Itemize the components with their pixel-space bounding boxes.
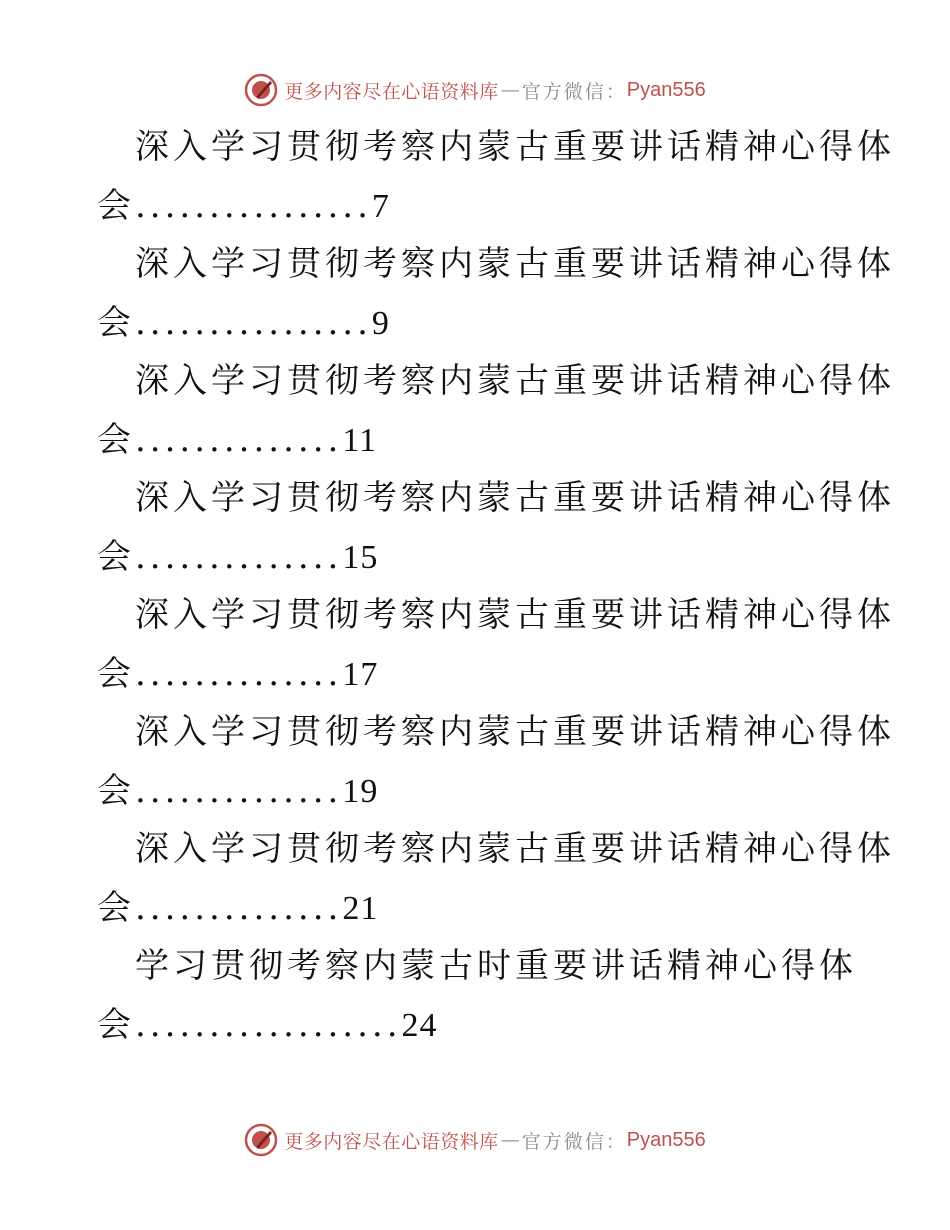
toc-entry-title-end: 会 bbox=[97, 419, 135, 460]
toc-entry[interactable] bbox=[0, 352, 950, 469]
toc-entry-continuation bbox=[0, 528, 950, 587]
toc-entry-title: 深入学习贯彻考察内蒙古重要讲话精神心得体 bbox=[135, 478, 895, 518]
toc-entry-continuation bbox=[0, 762, 950, 821]
toc-entry-title-end: 会 bbox=[97, 653, 135, 694]
toc-entry-title: 深入学习贯彻考察内蒙古重要讲话精神心得体 bbox=[135, 244, 895, 284]
toc-entry-continuation bbox=[0, 177, 950, 236]
toc-entry[interactable] bbox=[0, 586, 950, 703]
toc-entry-title-end: 会 bbox=[97, 302, 135, 343]
toc-entry[interactable] bbox=[0, 937, 950, 1054]
toc-entry-title-end: 会 bbox=[97, 185, 135, 226]
toc-entry[interactable] bbox=[0, 703, 950, 820]
footer-banner bbox=[0, 1120, 950, 1160]
toc-entry-continuation bbox=[0, 294, 950, 353]
toc-entry-title-end: 会 bbox=[97, 1004, 135, 1045]
toc-page-number: 9 bbox=[371, 304, 390, 342]
toc-entry-title: 深入学习贯彻考察内蒙古重要讲话精神心得体 bbox=[135, 595, 895, 635]
toc-leader-dots: ................ bbox=[135, 302, 372, 343]
toc-entry-title-end: 会 bbox=[97, 887, 135, 928]
toc-entry[interactable] bbox=[0, 235, 950, 352]
toc-entry-title: 深入学习贯彻考察内蒙古重要讲话精神心得体 bbox=[135, 127, 895, 167]
toc-entry[interactable] bbox=[0, 820, 950, 937]
banner-dash: — bbox=[500, 1129, 520, 1151]
toc-entry-title: 深入学习贯彻考察内蒙古重要讲话精神心得体 bbox=[135, 712, 895, 752]
table-of-contents bbox=[0, 118, 950, 1054]
toc-page-number: 21 bbox=[342, 889, 379, 927]
toc-leader-dots: .............. bbox=[135, 536, 343, 577]
toc-leader-dots: ................ bbox=[135, 185, 372, 226]
toc-entry-continuation bbox=[0, 996, 950, 1055]
toc-entry[interactable] bbox=[0, 118, 950, 235]
toc-entry-title-end: 会 bbox=[97, 770, 135, 811]
toc-leader-dots: .................. bbox=[135, 1004, 402, 1045]
pen-nib-logo-icon bbox=[244, 1123, 278, 1157]
toc-entry-title-end: 会 bbox=[97, 536, 135, 577]
toc-entry-continuation bbox=[0, 645, 950, 704]
toc-entry[interactable] bbox=[0, 469, 950, 586]
toc-page-number: 15 bbox=[342, 538, 379, 576]
toc-entry-continuation bbox=[0, 879, 950, 938]
toc-page-number: 7 bbox=[371, 187, 390, 225]
banner-wechat-id: Pyan556 bbox=[626, 78, 706, 101]
toc-page-number: 17 bbox=[342, 655, 379, 693]
banner-text: 更多内容尽在心语资料库 bbox=[284, 80, 499, 103]
toc-entry-title: 学习贯彻考察内蒙古时重要讲话精神心得体 bbox=[135, 946, 857, 986]
banner-wechat-label: 官方微信： bbox=[521, 1130, 627, 1153]
toc-leader-dots: .............. bbox=[135, 419, 343, 460]
toc-entry-continuation bbox=[0, 411, 950, 470]
toc-leader-dots: .............. bbox=[135, 887, 343, 928]
banner-wechat-label: 官方微信： bbox=[521, 80, 627, 103]
toc-page-number: 19 bbox=[342, 772, 379, 810]
header-banner bbox=[0, 70, 950, 110]
toc-entry-title: 深入学习贯彻考察内蒙古重要讲话精神心得体 bbox=[135, 361, 895, 401]
toc-entry-title: 深入学习贯彻考察内蒙古重要讲话精神心得体 bbox=[135, 829, 895, 869]
pen-nib-logo-icon bbox=[244, 73, 278, 107]
toc-leader-dots: .............. bbox=[135, 653, 343, 694]
banner-wechat-id: Pyan556 bbox=[626, 1128, 706, 1151]
toc-leader-dots: .............. bbox=[135, 770, 343, 811]
banner-text: 更多内容尽在心语资料库 bbox=[284, 1130, 499, 1153]
toc-page-number: 11 bbox=[342, 421, 378, 459]
toc-page-number: 24 bbox=[401, 1006, 438, 1044]
banner-dash: — bbox=[500, 79, 520, 101]
